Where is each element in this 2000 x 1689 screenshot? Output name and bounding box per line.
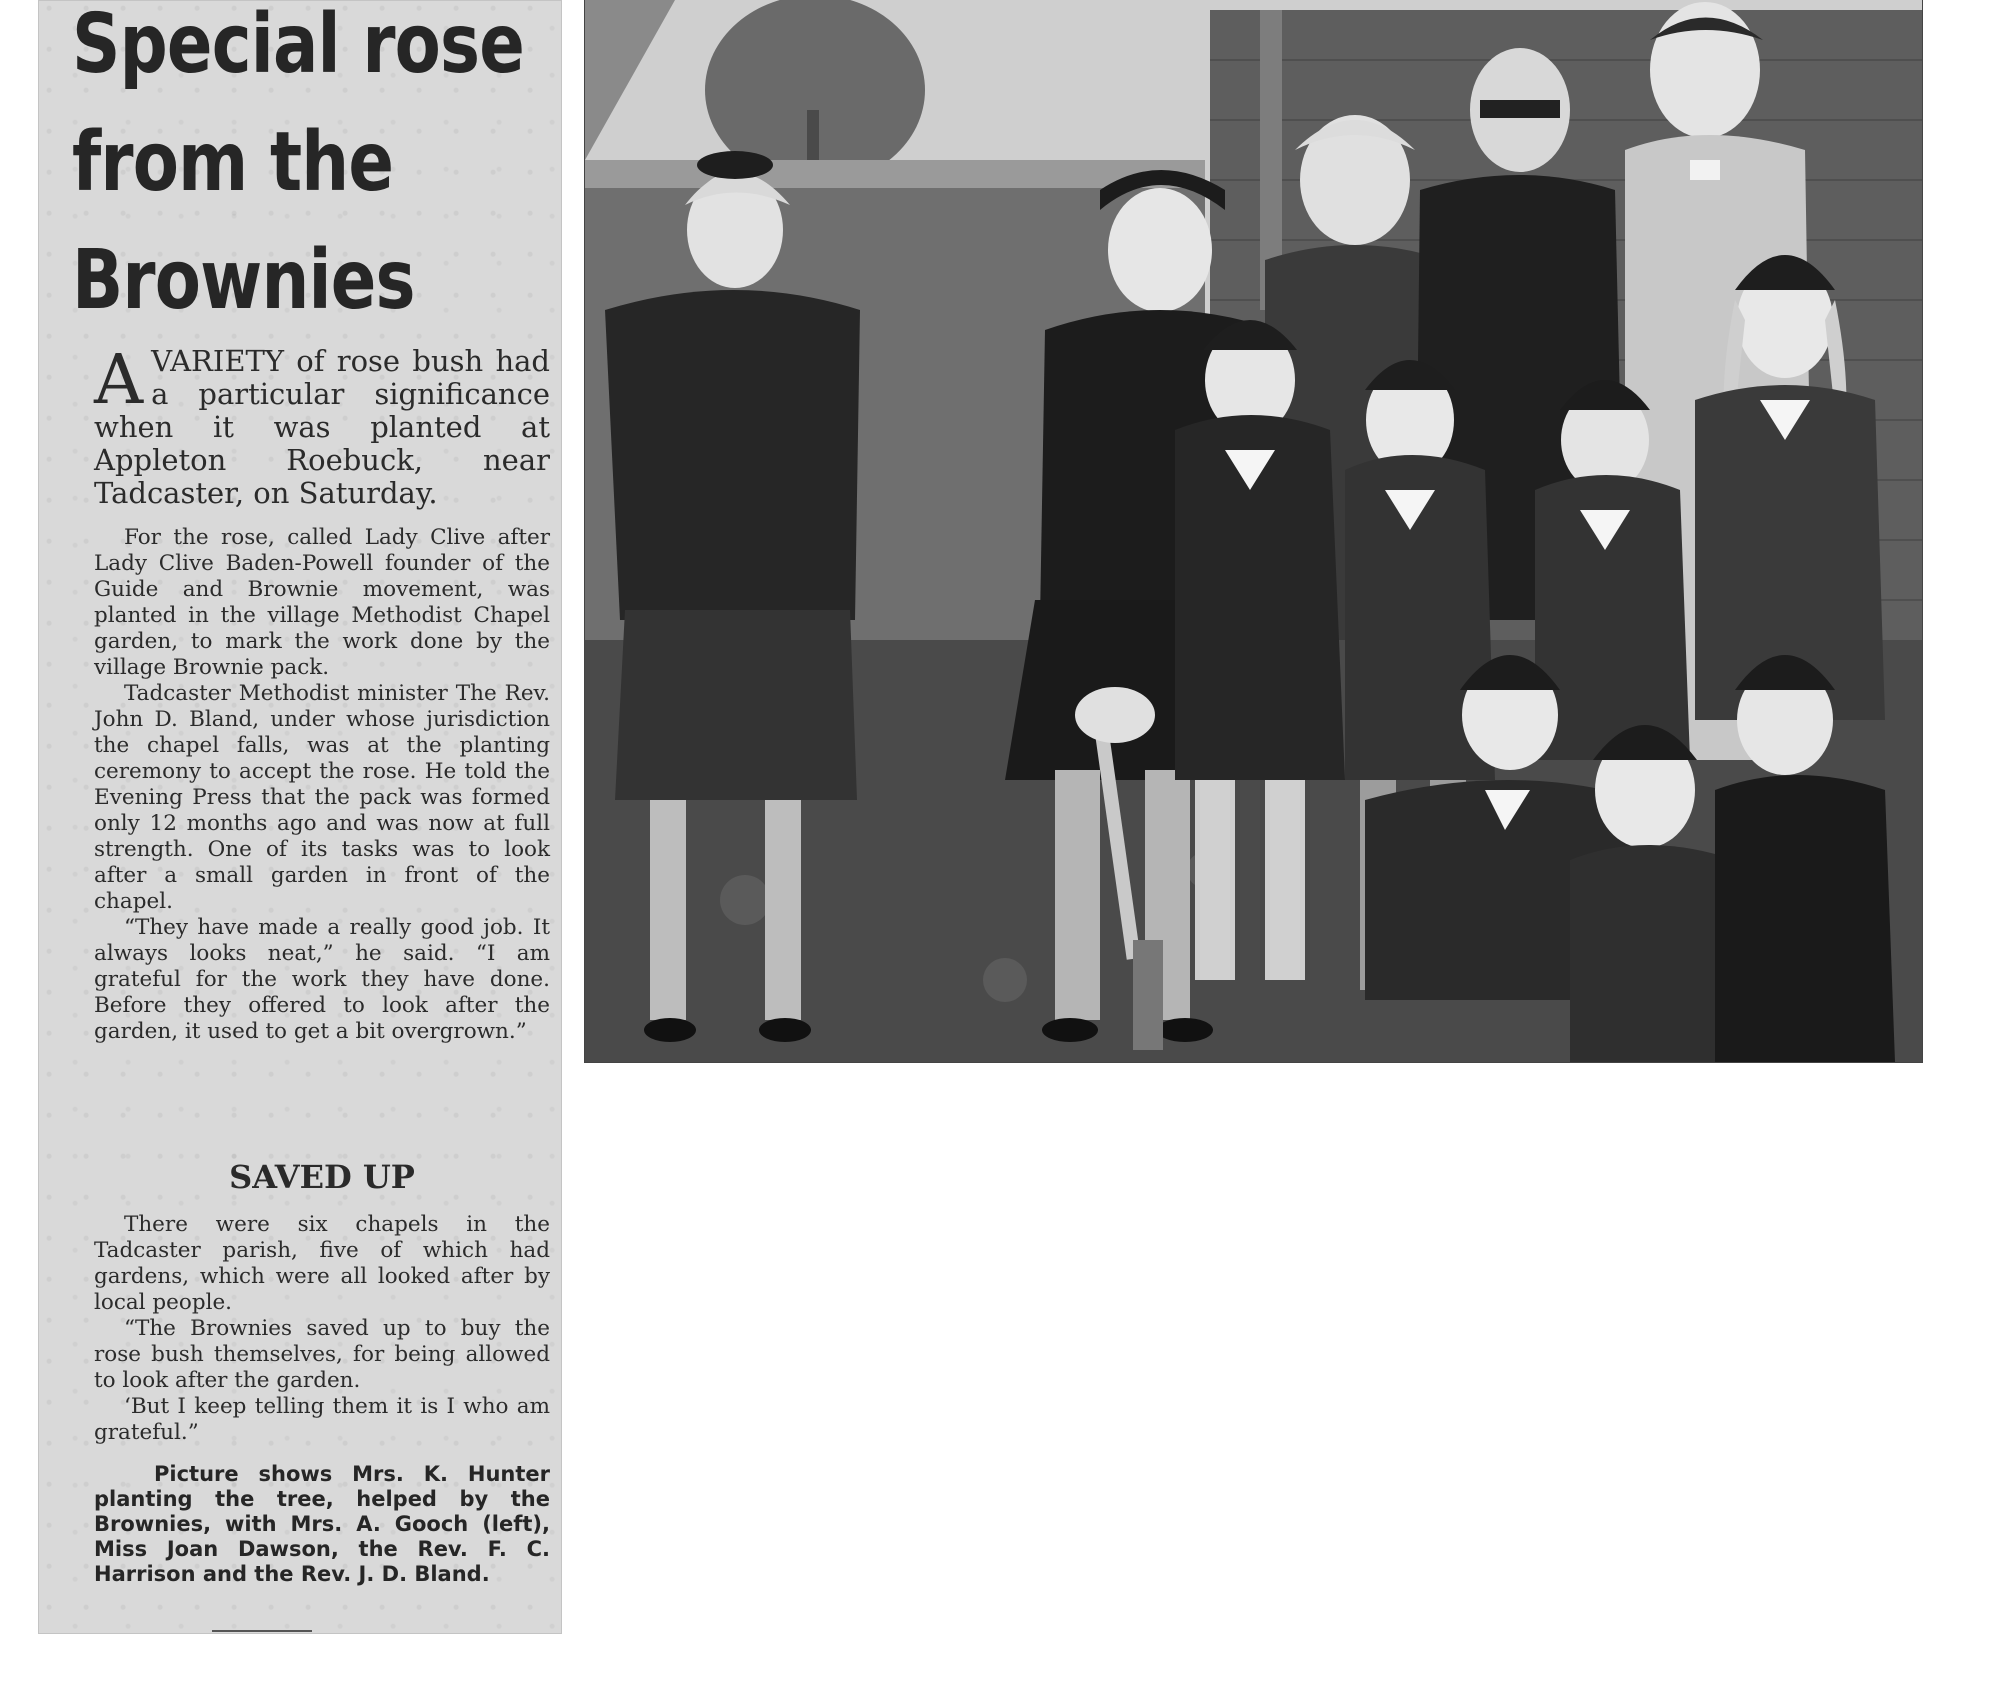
paragraph: “The Brownies saved up to buy the rose bush themselves, for being allowed to look after the garden. <box>94 1316 550 1393</box>
headline-line-2: from the <box>72 115 394 210</box>
article-headline <box>72 0 525 340</box>
paragraph: There were six chapels in the Tadcaster parish, five of which had gardens, which were all looked after by local people. <box>94 1212 550 1315</box>
lead-text: VARIETY of rose bush had a particular significance when it was planted at Appleton Roebuck, near Tadcaster, on Saturday. <box>94 344 550 510</box>
photo-illustration <box>585 0 1922 1062</box>
article-subhead: SAVED UP <box>229 1158 415 1196</box>
article-body-section-1 <box>94 525 550 1045</box>
drop-cap: A <box>94 341 144 420</box>
article-lead <box>94 341 550 510</box>
paragraph: For the rose, called Lady Clive after Lady Clive Baden-Powell founder of the Guide and Brownie movement, was planted in the village Methodist Chapel garden, to mark the work done by the village Brownie pack. <box>94 525 550 680</box>
paragraph: Tadcaster Methodist minister The Rev. John D. Bland, under whose jurisdiction the chapel falls, was at the planting ceremony to accept the rose. He told the Evening Press that the pack was formed only 12 months ago and was now at full strength. One of its tasks was to look after a small garden in front of the chapel. <box>94 681 550 914</box>
caption-text: Picture shows Mrs. K. Hunter planting the tree, helped by the Brownies, with Mrs. A. Gooch (left), Miss Joan Dawson, the Rev. F. C. Harrison and the Rev. J. D. Bland. <box>94 1462 550 1586</box>
news-photograph <box>585 0 1922 1062</box>
headline-line-3: Brownies <box>72 233 415 328</box>
paragraph: ‘But I keep telling them it is I who am grateful.” <box>94 1394 550 1445</box>
photo-caption <box>94 1462 550 1587</box>
article-body-section-2 <box>94 1212 550 1446</box>
headline-line-1: Special rose <box>72 0 525 92</box>
end-rule <box>212 1630 312 1632</box>
paragraph: “They have made a really good job. It always looks neat,” he said. “I am grateful for the work they have done. Before they offered to look after the garden, it used to get a bit overgrown.” <box>94 915 550 1044</box>
